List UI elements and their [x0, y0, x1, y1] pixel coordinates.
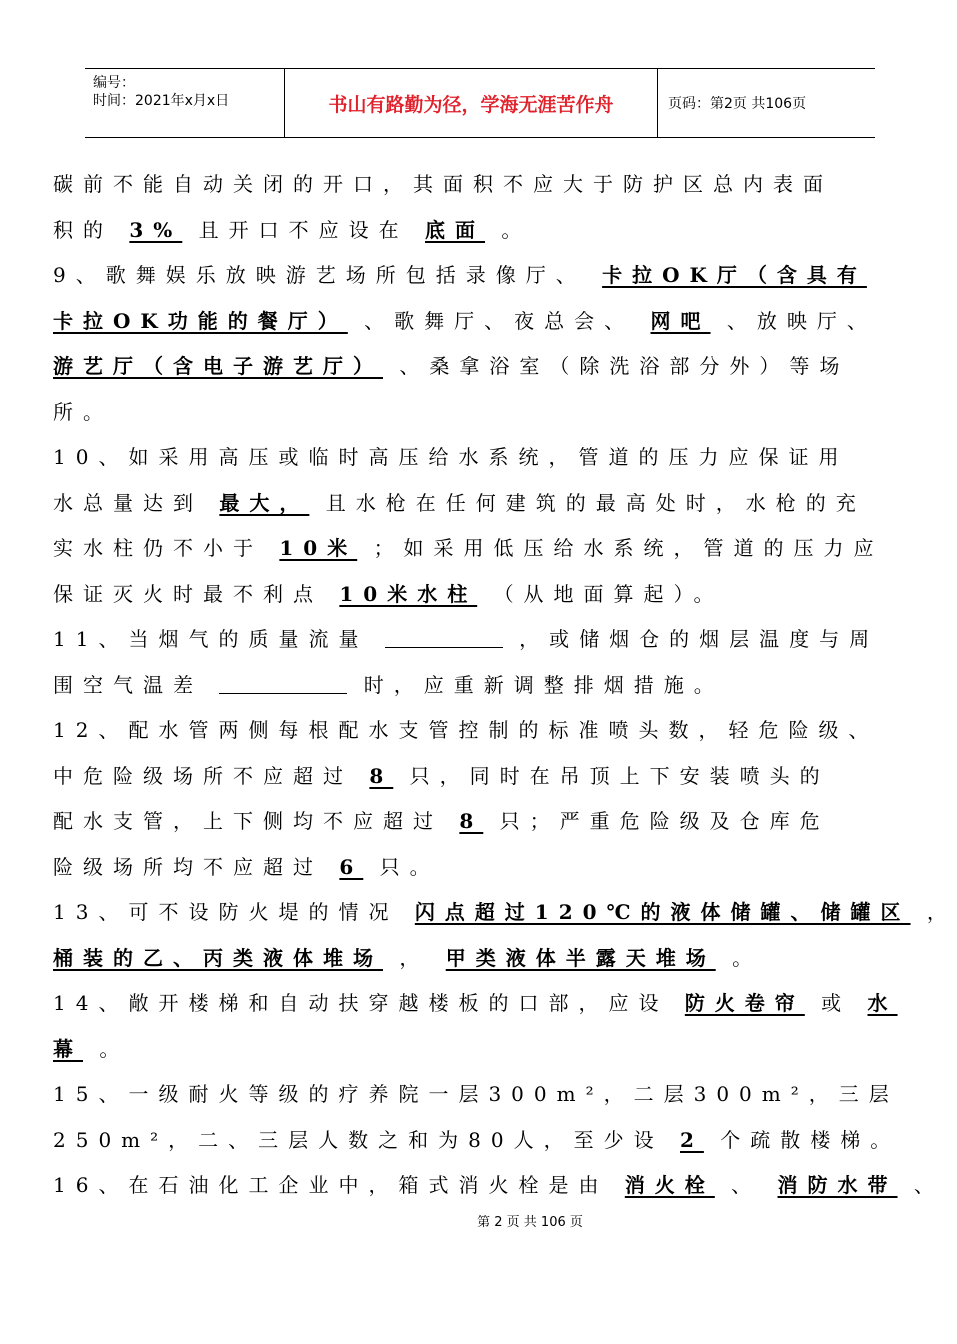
plain-text: 只。 [379, 854, 440, 879]
plain-text: ；如采用低压给水系统，管道的压力应 [373, 536, 884, 560]
plain-text: 险级场所均不应超过 [53, 854, 323, 879]
plain-text: 时，应重新调整排烟措施。 [363, 672, 724, 697]
plain-text: 、 [731, 1173, 762, 1197]
text-line [53, 299, 903, 345]
page-header [85, 68, 875, 138]
answer-text: 桶装的乙、丙类液体堆场 [53, 945, 383, 970]
plain-text: 积的 [53, 217, 113, 242]
plain-text: ， [399, 945, 430, 970]
plain-text: 11、当烟气的质量流量 [53, 627, 369, 651]
plain-text: 16、在石油化工企业中，箱式消火栓是由 [53, 1173, 609, 1197]
answer-text: 幕 [53, 1036, 83, 1061]
text-line [53, 572, 903, 618]
answer-text: 6 [339, 854, 364, 879]
plain-text: 保证灭火时最不利点 [53, 581, 323, 606]
answer-text: 8 [369, 763, 394, 788]
answer-text: 游艺厅（含电子游艺厅） [53, 354, 383, 378]
header-slogan: 书山有路勤为径，学海无涯苦作舟 [285, 69, 658, 137]
text-line [53, 390, 903, 436]
answer-text: 10米水柱 [339, 581, 478, 606]
answer-text: 水 [867, 991, 898, 1015]
plain-text: 13、可不设防火堤的情况 [53, 900, 399, 924]
text-line [53, 936, 903, 982]
plain-text: 250m²，二、三层人数之和为80人，至少设 [53, 1127, 664, 1152]
answer-text: 甲类液体半露天堆场 [445, 945, 716, 970]
answer-text: 闪点超过120℃的液体储罐、储罐区 [414, 900, 911, 924]
text-line [53, 344, 903, 390]
text-line [53, 481, 903, 527]
fill-blank [385, 627, 503, 648]
text-line [53, 1027, 903, 1073]
fill-blank [219, 673, 347, 694]
plain-text: 。 [501, 217, 532, 242]
plain-text: 或 [821, 991, 852, 1015]
plain-text: 所。 [53, 399, 113, 424]
answer-text: 底面 [425, 217, 485, 242]
answer-text: 3% [129, 217, 183, 242]
plain-text: ，或储烟仓的烟层温度与周 [519, 627, 880, 651]
number-label: 编号： [93, 75, 135, 91]
plain-text: 水总量达到 [53, 490, 203, 515]
plain-text: 9、歌舞娱乐放映游艺场所包括录像厅、 [53, 263, 586, 287]
plain-text: 只，同时在吊顶上下安装喷头的 [409, 763, 830, 788]
plain-text: 配水支管，上下侧均不应超过 [53, 809, 443, 833]
text-line [53, 1072, 903, 1118]
plain-text: 10、如采用高压或临时高压给水系统，管道的压力应保证用 [53, 445, 849, 469]
text-line [53, 754, 903, 800]
answer-text: 防火卷帘 [684, 991, 805, 1015]
text-line [53, 208, 903, 254]
text-line [53, 1118, 903, 1164]
plain-text: 、放映厅、 [726, 308, 877, 333]
plain-text: ， [926, 900, 957, 924]
text-line [53, 1163, 944, 1209]
document-body [53, 162, 957, 1209]
plain-text: 只；严重危险级及仓库危 [499, 809, 830, 833]
answer-text: 8 [459, 809, 484, 833]
plain-text: 。 [732, 945, 763, 970]
plain-text: 且开口不应设在 [198, 217, 409, 242]
plain-text: （从地面算起）。 [493, 581, 724, 606]
plain-text: 、桑拿浴室（除洗浴部分外）等场 [399, 354, 850, 378]
answer-text: 消防水带 [777, 1173, 898, 1197]
header-page-code: 页码：第2页 共106页 [668, 96, 807, 112]
plain-text: 。 [99, 1036, 130, 1061]
text-line [53, 845, 903, 891]
plain-text: 实水柱仍不小于 [53, 536, 263, 560]
answer-text: 网吧 [650, 308, 711, 333]
plain-text: 且水枪在任何建筑的最高处时，水枪的充 [325, 490, 866, 515]
plain-text: 、 [913, 1173, 944, 1197]
text-line [53, 526, 903, 572]
text-line [53, 435, 903, 481]
text-line [53, 890, 957, 936]
answer-text: 2 [679, 1127, 704, 1152]
plain-text: 中危险级场所不应超过 [53, 763, 353, 788]
text-line [53, 253, 903, 299]
plain-text: 围空气温差 [53, 672, 203, 697]
plain-text: 碳前不能自动关闭的开口，其面积不应大于防护区总内表面 [53, 172, 833, 196]
page-footer: 第 2 页 共 106 页 [477, 1215, 583, 1230]
plain-text: 14、敞开楼梯和自动扶穿越楼板的口部，应设 [53, 991, 669, 1015]
text-line [53, 708, 903, 754]
text-line [53, 162, 903, 208]
answer-text: 10米 [279, 536, 358, 560]
answer-text: 最大， [219, 490, 310, 515]
plain-text: 个疏散楼梯。 [720, 1127, 901, 1152]
answer-text: 消火栓 [624, 1173, 715, 1197]
plain-text: 、歌舞厅、夜总会、 [364, 308, 635, 333]
answer-text: 卡拉OK厅（含具有 [602, 263, 867, 287]
plain-text: 15、一级耐火等级的疗养院一层300m²，二层300m²，三层 [53, 1082, 899, 1106]
header-meta [85, 69, 285, 137]
text-line [53, 617, 903, 663]
text-line [53, 799, 903, 845]
answer-text: 卡拉OK功能的餐厅） [53, 308, 348, 333]
time-label: 时间：2021年x月x日 [93, 93, 230, 109]
text-line [53, 981, 903, 1027]
plain-text: 12、配水管两侧每根配水支管控制的标准喷头数，轻危险级、 [53, 718, 879, 742]
text-line [53, 663, 903, 709]
